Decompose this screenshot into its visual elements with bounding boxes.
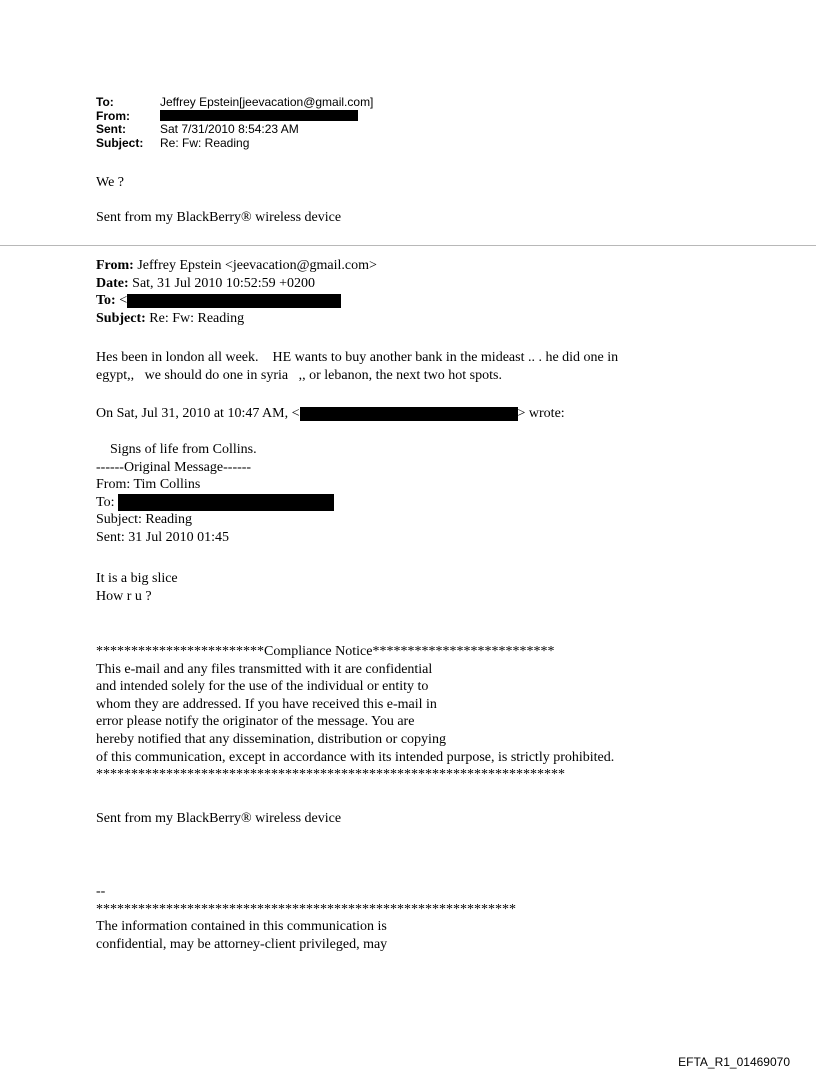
reply-signature: Sent from my BlackBerry® wireless device [96,210,342,225]
header-from-label: From: [96,108,130,123]
compliance-notice [96,643,614,784]
compliance-line: This e-mail and any files transmitted with it are confidential [96,661,433,677]
header-from-row [96,110,373,124]
email-footer [96,883,516,953]
quoted-subject-value: Re: Fw: Reading [149,310,245,326]
forwarded-subject: Subject: Reading [96,512,193,528]
forwarded-body-line: How r u ? [96,588,152,604]
email-header [96,96,373,150]
quoted-body [96,349,618,384]
forwarded-to-row [96,494,334,512]
quoted-to-prefix: < [119,293,128,309]
quoted-subject-row [96,310,377,328]
quoted-from-value: Jeffrey Epstein <jeevacation@gmail.com> [137,258,377,273]
footer-line: The information contained in this communication is [96,919,387,935]
quoted-date-row [96,275,377,293]
header-sent-row [96,123,373,137]
quoted-to-label: To: [96,293,116,309]
header-sent-value: Sat 7/31/2010 8:54:23 AM [160,122,299,136]
compliance-line: and intended solely for the use of the individual or entity to [96,679,429,695]
compliance-line: whom they are addressed. If you have received this e-mail in [96,696,437,712]
quoted-subject-label: Subject: [96,310,146,326]
footer-stars: ************************************************************ [96,901,516,917]
on-wrote-prefix: On Sat, Jul 31, 2010 at 10:47 AM, < [96,406,300,421]
quoted-from-label: From: [96,258,134,273]
compliance-line: of this communication, except in accordance with its intended purpose, is strictly prohibited. [96,749,615,765]
on-wrote-line [96,405,565,422]
quoted-body-line: egypt,, we should do one in syria ,, or lebanon, the next two hot spots. [96,367,502,383]
header-to-value: Jeffrey Epstein[jeevacation@gmail.com] [160,95,374,109]
compliance-line: error please notify the originator of the message. You are [96,714,415,730]
forwarded-to-label: To: [96,494,115,510]
quoted-date-value: Sat, 31 Jul 2010 10:52:59 +0200 [132,275,316,291]
quoted-header [96,257,377,327]
second-signature: Sent from my BlackBerry® wireless device [96,811,342,826]
forwarded-body [96,570,178,605]
redaction-box [160,110,358,121]
forwarded-intro: Signs of life from Collins. [110,442,257,457]
compliance-closing-stars: ******************************************************************* [96,767,565,783]
quoted-to-row [96,292,377,310]
forwarded-original-marker: ------Original Message------ [96,459,252,475]
header-sent-label: Sent: [96,122,126,136]
forwarded-sent: Sent: 31 Jul 2010 01:45 [96,529,230,545]
forwarded-message [96,441,334,547]
compliance-title: ************************Compliance Notice************************** [96,644,555,659]
header-subject-value: Re: Fw: Reading [160,135,250,150]
redaction-box [118,494,334,511]
footer-dashes: -- [96,884,106,899]
compliance-line: hereby notified that any dissemination, distribution or copying [96,731,446,747]
quoted-body-line: Hes been in london all week. HE wants to buy another bank in the mideast .. . he did one in [96,350,619,365]
header-to-label: To: [96,95,114,109]
forwarded-from: From: Tim Collins [96,477,201,493]
document-id: EFTA_R1_01469070 [678,1055,790,1069]
header-subject-row [96,137,373,151]
quoted-date-label: Date: [96,275,129,291]
header-to-row [96,96,373,110]
separator-line [0,245,816,246]
reply-body: We ? [96,175,125,190]
redaction-box [127,294,341,308]
redaction-box [300,407,518,421]
header-subject-label: Subject: [96,135,144,150]
quoted-from-row [96,257,377,275]
footer-line: confidential, may be attorney-client privileged, may [96,936,388,952]
forwarded-body-line: It is a big slice [96,571,178,586]
on-wrote-suffix: > wrote: [517,406,565,421]
